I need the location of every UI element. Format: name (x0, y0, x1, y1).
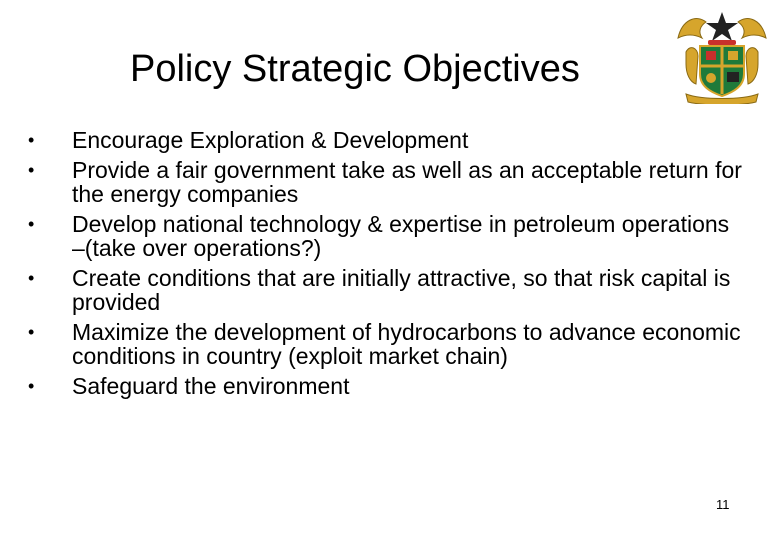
bullet-text: Safeguard the environment (72, 373, 350, 399)
bullet-marker: • (28, 214, 35, 234)
ghana-coat-of-arms-icon (672, 8, 772, 104)
bullet-text: Create conditions that are initially attractive, so that risk capital is provided (72, 265, 731, 315)
page-number: 11 (716, 497, 730, 512)
list-item (28, 266, 748, 314)
list-item (28, 374, 748, 398)
bullet-text: Develop national technology & expertise in petroleum operations –(take over operations?) (72, 211, 730, 261)
list-item (28, 158, 748, 206)
bullet-text: Provide a fair government take as well as an acceptable return for the energy companies (72, 157, 742, 207)
bullet-marker: • (28, 376, 35, 396)
list-item (28, 320, 748, 368)
list-item (28, 128, 748, 152)
bullet-list (28, 128, 748, 404)
bullet-text: Maximize the development of hydrocarbons to advance economic conditions in country (exploit market chain) (72, 319, 741, 369)
list-item (28, 212, 748, 260)
bullet-marker: • (28, 130, 35, 150)
bullet-marker: • (28, 268, 35, 288)
bullet-marker: • (28, 160, 35, 180)
slide-title: Policy Strategic Objectives (130, 48, 580, 90)
bullet-text: Encourage Exploration & Development (72, 127, 469, 153)
bullet-marker: • (28, 322, 35, 342)
